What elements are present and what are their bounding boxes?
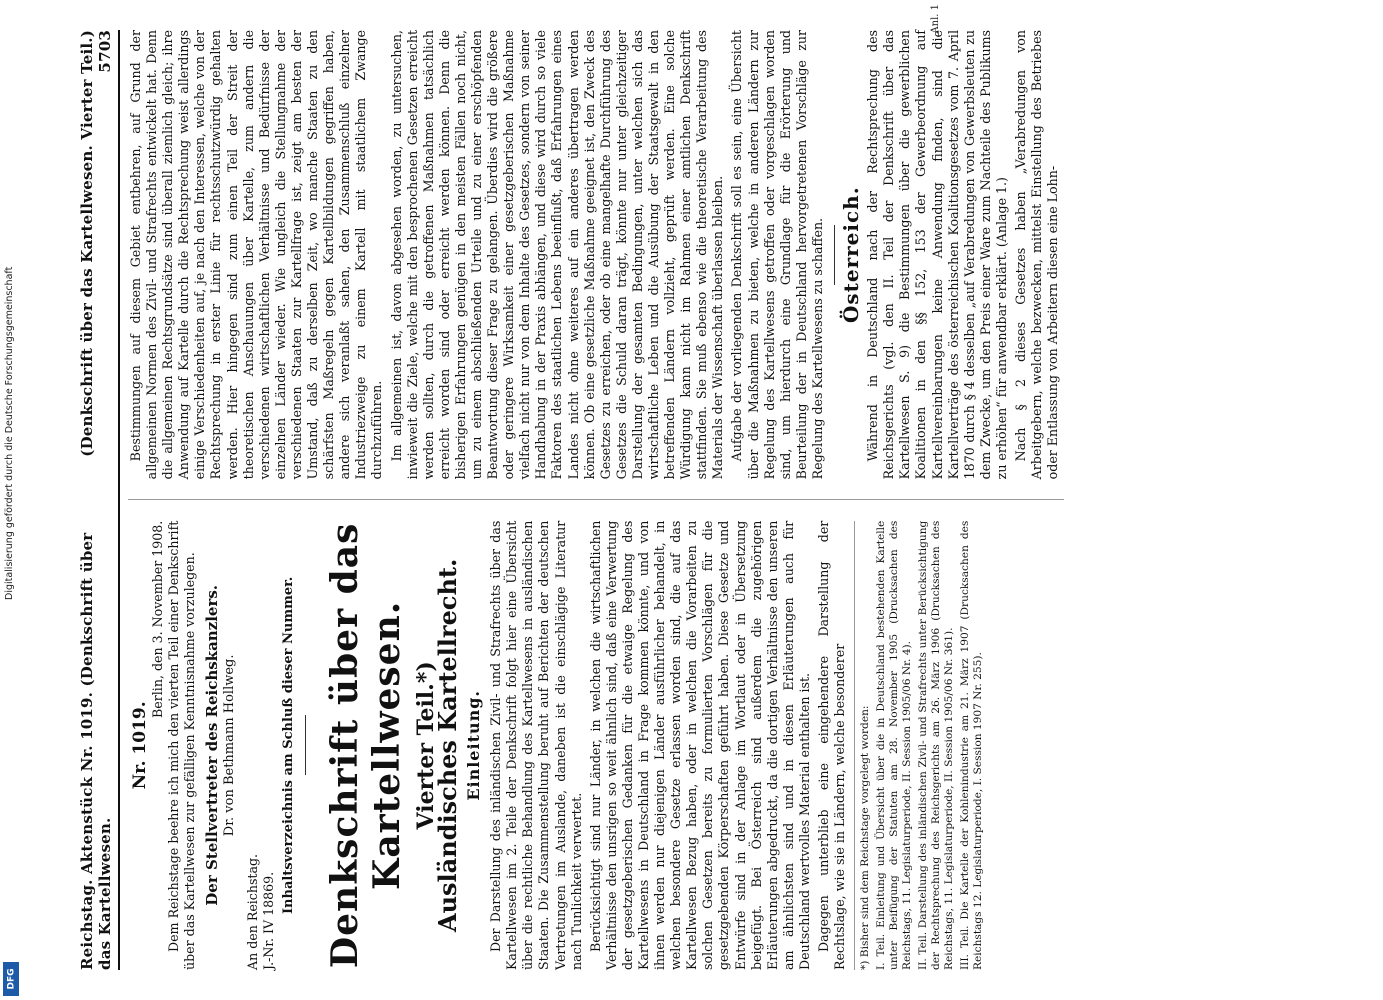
header-right [78,30,114,481]
dfg-logo [3,962,19,996]
section-title-einleitung: Einleitung. [464,690,484,801]
subtitle: Ausländisches Kartellrecht. [432,558,462,933]
left-paragraph: Berücksichtigt sind nur Länder, in welchen die wirtschaftlichen Verhältnisse den unsrigen so weit ähnlich sind, daß eine Verwertung der gesetzgeberischen Gedanken für die etwaige Regelung des Kartellwesens in Deutschland in Frage kommen könnte, und von ihnen werden nur diejenigen Länder ausführlicher behandelt, in welchen besondere Gesetze erlassen worden sind, die auf das Kartellwesen Bezug haben, oder in welchen die Vorarbeiten zu solchen Gesetzen bereits zu formulierten Vorschlägen für die gesetzgebenden Körperschaften geführt haben. Diese Gesetze und Entwürfe sind in der Anlage im Wortlaut oder in Übersetzung beigefügt. Bei Österreich sind außerdem die zugehörigen Erläuterungen abgedruckt, da die dortigen Verhältnisse den unseren am ähnlichsten sind und in diesen Erläuterungen auch für Deutschland wertvolles Material enthalten ist. [587,520,812,970]
credit-text: Digitalisierung gefördert durch die Deutsche Forschungsgemeinschaft [4,266,15,600]
section-title-oesterreich: Österreich. [839,186,864,324]
footnote: I. Teil. Einleitung und Übersicht über die in Deutschland bestehenden Kartelle unter Beifügung der Statuten am 28. November 1905 (Drucksachen des Reichstags, 11. Legislaturperiode, II. Session 1905/06 Nr. 4). [875,520,914,970]
footnotes [854,521,985,970]
page-number: 5703 [96,30,114,73]
divider [305,715,306,775]
digitization-credit [0,0,22,1000]
divider [834,225,835,285]
column-divider [128,500,1064,501]
signature-title: Der Stellvertreter des Reichskanzlers. [203,584,222,906]
header-left: Reichstag. Aktenstück Nr. 1019. (Denkschrift über das Kartellwesen. [78,532,114,970]
right-paragraph: Aufgabe der vorliegenden Denkschrift soll es sein, eine Übersicht über die Maßnahmen zu bieten, welche in anderen Ländern zur Regelung des Kartellwesens getroffen oder vorgeschlagen worden sind, um hierdurch eine Grundlage für die Erörterung und Beurteilung der in Deutschland hervorgetretenen Vorschläge zur Regelung des Kartellwesens zu schaffen. [729,30,825,480]
toc-note: Inhaltsverzeichnis am Schluß dieser Nummer. [280,576,296,915]
address: An den Reichstag. [244,853,260,970]
right-paragraph: Nach § 2 dieses Gesetzes haben „Verabredungen von Arbeitgebern, welche bezwecken, mittelst Einstellung des Betriebes oder Entlassung von Arbeitern diesen eine Lohn- [1012,30,1061,480]
dfg-logo-text: DFG [6,968,17,990]
page-header [78,30,120,970]
document-number: Nr. 1019. [130,701,150,790]
left-paragraph: Der Darstellung des inländischen Zivil- und Strafrechts über das Kartellwesen im 2. Teile der Denkschrift folgt hier eine Übersicht über die rechtliche Behandlung des Kartellwesens in ausländischen Staaten. Die Zusammenstellung beruht auf Berichten der deutschen Vertretungen im Auslande, daneben ist die einschlägige Literatur nach Tunlichkeit verwertet. [488,520,584,970]
left-paragraph: Dagegen unterblieb eine eingehendere Darstellung der Rechtslage, wie sie in Ländern, welche besonderer [816,520,848,970]
reference-number: J.-Nr. IV 18869. [260,871,276,970]
signature-name: Dr. von Bethmann Hollweg. [222,654,238,837]
footnote: *) Bisher sind dem Reichstage vorgelegt worden: [859,705,872,970]
city-date: Berlin, den 3. November 1908. [150,520,166,718]
right-column [128,4,1064,480]
marginal-note: Anl. 1 [930,4,942,34]
footnote: II. Teil. Darstellung des inländischen Zivil- und Strafrechts unter Berücksichtigung der Rechtsprechung des Reichsgerichts am 26. März 1906 (Drucksachen des Reichstags, 11. Legislaturperiode, II. Session 1905/06 Nr. 361). [917,520,956,970]
footnote: III. Teil. Die Kartelle der Kohlenindustrie am 21. März 1907 (Drucksachen des Reichstags 12. Legislaturperiode, I. Session 1907 Nr. 255). [959,520,985,970]
intro-paragraph: Dem Reichstage beehre ich mich den vierten Teil einer Denkschrift über das Kartellwesen zur gefälligen Kenntnisnahme vorzulegen. [166,520,198,970]
right-paragraph: Während in Deutschland nach der Rechtsprechung des Reichsgerichts (vgl. den II. Teil der Denkschrift über das Kartellwesen S. 9) die Bestimmungen über die gewerblichen Koalitionen in den §§ 152, 153 der Gewerbeordnung auf Kartellvereinbarungen keine Anwendung finden, sind die Kartellverträge des österreichischen Koalitionsgesetzes vom 7. April 1870 durch § 4 desselben „auf Verabredungen von Gewerbsleuten zu dem Zwecke, um den Preis einer Ware zum Nachteile des Publikums zu erhöhen“ für anwendbar erklärt. (Anlage 1.) [865,30,1009,480]
header-right-text: (Denkschrift über das Kartellwesen. Vierter Teil.) [78,30,96,457]
scanned-page [60,0,1360,1000]
right-paragraph: Im allgemeinen ist, davon abgesehen worden, zu untersuchen, inwieweit die Ziele, welche mit den besprochenen Gesetzen erreicht werden sollten, durch die getroffenen Maßnahmen tatsächlich erreicht worden sind oder erreicht werden können. Denn die bisherigen Erfahrungen genügen in den meisten Fällen noch nicht, um zu einem abschließenden Urteile und zu einer erschöpfenden Beantwortung dieser Frage zu gelangen. Überdies wird die größere oder geringere Wirksamkeit einer gesetzgeberischen Maßnahme vielfach nicht nur von dem Inhalte des Gesetzes, sondern von seiner Handhabung in der Praxis abhängen, und diese wird durch so viele Faktoren des staatlichen Lebens beeinflußt, daß Erfahrungen eines Landes nicht ohne weiteres auf ein anderes übertragen werden können. Ob eine gesetzliche Maßnahme geeignet ist, den Zweck des Gesetzes zu erreichen, oder ob eine mangelhafte Durchführung des Gesetzes die Schuld daran trägt, könnte nur unter gleichzeitiger Darstellung der gesamten Bedingungen, unter welchen sich das wirtschaftliche Leben und die Ausübung der Staatsgewalt in den betreffenden Ländern vollzieht, geprüft werden. Eine solche Würdigung kann nicht im Rahmen einer amtlichen Denkschrift stattfinden. Sie muß ebenso wie die theoretische Verarbeitung des Materials der Wissenschaft überlassen bleiben. [388,30,726,480]
left-column [128,521,1064,970]
page-body [128,4,1064,970]
part-title: Vierter Teil.*) [412,661,439,830]
right-paragraph: Bestimmungen auf diesem Gebiet entbehren, auf Grund der allgemeinen Normen des Zivil- und Strafrechts entwickelt hat. Denn die allgemeinen Rechtsgrundsätze sind überall ziemlich gleich; ihre Anwendung auf Kartelle durch die Rechtsprechung weist allerdings einige Verschiedenheiten auf, je nach den Interessen, welche von der Rechtsprechung in erster Linie für rechtsschutzwürdig gehalten werden. Hier hingegen sind zum einen Teil der Streit der theoretischen Anschauungen über Kartelle, zum andern die verschiedenen wirtschaftlichen Verhältnisse und Bedürfnisse der einzelnen Länder wieder. Wie ungleich die Stellungnahme der verschiedenen Staaten zur Kartellfrage ist, zeigt am besten der Umstand, daß zu derselben Zeit, wo manche Staaten zu den schärfsten Maßregeln gegen Kartellbildungen gegriffen haben, andere sich veranlaßt sahen, den Zusammenschluß einzelner Industriezweige zu einem Kartell mit staatlichem Zwange durchzuführen. [128,30,385,480]
main-title: Denkschrift über das Kartellwesen. [323,522,408,969]
